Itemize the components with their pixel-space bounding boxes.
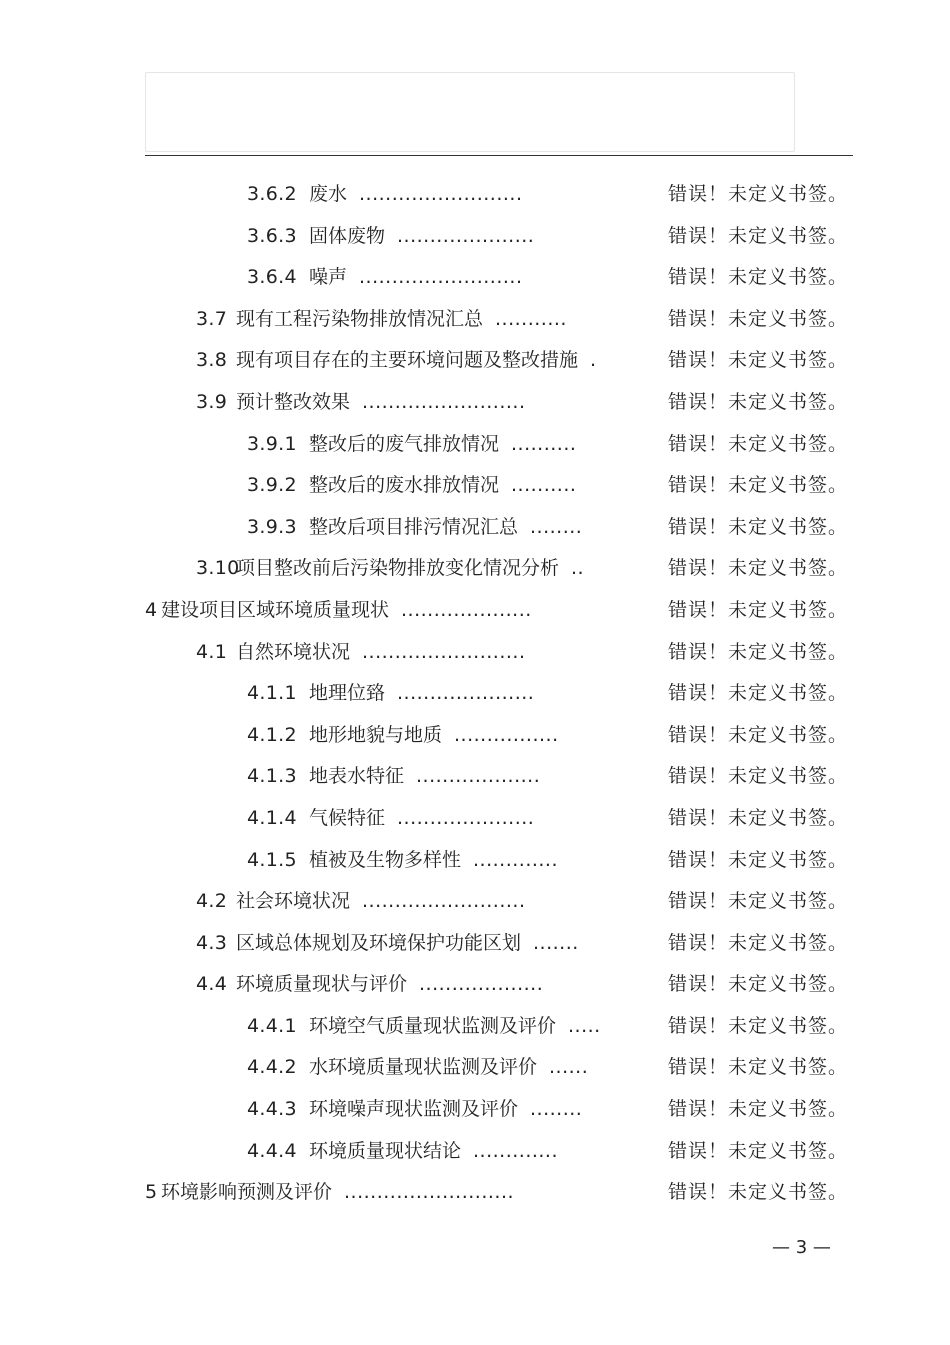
toc-entry-leader: ......................... [359,266,523,289]
toc-entry-leader: . [590,349,597,372]
toc-entry-number: 3.7 [196,307,228,330]
toc-entry[interactable] [0,465,950,507]
toc-entry-title: 现有项目存在的主要环境问题及整改措施 [236,349,579,372]
toc-entry-title: 区域总体规划及环境保护功能区划 [236,931,522,954]
toc-entry-number: 4.1.4 [247,806,297,829]
toc-entry-number: 4.1 [196,640,228,663]
toc-entry-number: 3.6.4 [247,266,297,289]
table-of-contents [0,174,950,1214]
toc-entry-title: 固体废物 [309,224,386,247]
toc-entry-page-ref: 错误！未定义书签。 [668,1181,849,1204]
toc-entry-page-ref: 错误！未定义书签。 [668,183,849,205]
toc-entry-title: 建设项目区域环境质量现状 [161,598,390,621]
toc-entry-number: 3.6.3 [247,224,297,247]
toc-entry-page-ref: 错误！未定义书签。 [668,931,849,954]
toc-entry-number: 3.9.3 [247,515,297,538]
toc-entry-leader: ................... [419,973,544,996]
toc-entry-number: 4.4.1 [247,1014,297,1037]
toc-entry-leader: .......... [511,474,577,497]
toc-entry-title: 地形地貌与地质 [309,723,443,746]
toc-entry-page-ref: 错误！未定义书签。 [668,806,849,829]
toc-entry-leader: ......................... [362,390,526,413]
toc-entry-page-ref: 错误！未定义书签。 [668,1139,849,1162]
toc-entry-title: 水环境质量现状监测及评价 [309,1056,538,1079]
toc-entry[interactable] [0,923,950,965]
toc-entry-leader: ................... [416,765,541,788]
page-header-box [145,72,795,152]
toc-entry-leader: ..................... [397,806,535,829]
toc-entry-leader: ..... [568,1014,601,1037]
toc-entry-number: 4.1.3 [247,765,297,788]
toc-entry-title: 现有工程污染物排放情况汇总 [236,307,484,330]
toc-entry-leader: ........ [530,1098,583,1121]
toc-entry-leader: ............. [473,1139,559,1162]
toc-entry-page-ref: 错误！未定义书签。 [668,432,849,455]
toc-entry[interactable] [0,548,950,590]
toc-entry-page-ref: 错误！未定义书签。 [668,848,849,871]
toc-entry-leader: ....... [533,931,579,954]
toc-entry-title: 地表水特征 [309,765,405,788]
page-number-text: — 3 — [772,1237,831,1258]
toc-entry[interactable] [0,1006,950,1048]
toc-entry-number: 3.9.1 [247,432,297,455]
toc-entry-title: 整改后项目排污情况汇总 [309,515,519,538]
toc-entry[interactable] [0,715,950,757]
toc-entry-number: 4.1.5 [247,848,297,871]
toc-entry-leader: .................... [401,598,532,621]
toc-entry-leader: .......................... [344,1181,515,1204]
toc-entry-title: 废水 [309,183,348,205]
toc-entry[interactable] [0,798,950,840]
toc-entry[interactable] [0,340,950,382]
toc-entry-page-ref: 错误！未定义书签。 [668,1098,849,1121]
toc-entry-leader: ................ [454,723,559,746]
toc-entry-page-ref: 错误！未定义书签。 [668,390,849,413]
toc-entry[interactable] [0,1172,950,1214]
toc-entry-title: 环境质量现状与评价 [236,973,408,996]
toc-entry-leader: ......................... [362,890,526,913]
toc-entry-number: 4.4.2 [247,1056,297,1079]
toc-entry[interactable] [0,507,950,549]
toc-entry-page-ref: 错误！未定义书签。 [668,973,849,996]
toc-entry-leader: ........ [530,515,583,538]
toc-entry-title: 地理位臵 [309,682,386,705]
toc-entry[interactable] [0,1047,950,1089]
toc-entry-title: 环境影响预测及评价 [161,1181,333,1204]
toc-entry-leader: ........... [495,307,567,330]
toc-entry[interactable] [0,964,950,1006]
toc-entry-leader: .. [571,557,585,580]
toc-entry-number: 5 [145,1181,158,1204]
toc-entry-number: 4.1.1 [247,682,297,705]
toc-entry[interactable] [0,590,950,632]
toc-entry-number: 3.8 [196,349,228,372]
toc-entry-title: 噪声 [309,266,348,289]
toc-entry-title: 环境质量现状结论 [309,1139,462,1162]
toc-entry[interactable] [0,756,950,798]
toc-entry-number: 4.4.4 [247,1139,297,1162]
toc-entry-page-ref: 错误！未定义书签。 [668,640,849,663]
toc-entry-page-ref: 错误！未定义书签。 [668,1056,849,1079]
toc-entry[interactable] [0,257,950,299]
toc-entry-leader: ..................... [397,224,535,247]
toc-entry[interactable] [0,1131,950,1173]
toc-entry-title: 整改后的废水排放情况 [309,474,500,497]
toc-entry-page-ref: 错误！未定义书签。 [668,307,849,330]
toc-entry-number: 4.4 [196,973,228,996]
toc-entry[interactable] [0,840,950,882]
toc-entry-page-ref: 错误！未定义书签。 [668,515,849,538]
toc-entry-page-ref: 错误！未定义书签。 [668,765,849,788]
toc-entry[interactable] [0,424,950,466]
header-rule [145,155,853,156]
toc-entry[interactable] [0,382,950,424]
toc-entry-leader: .......... [511,432,577,455]
toc-entry-title: 预计整改效果 [236,390,351,413]
toc-entry-page-ref: 错误！未定义书签。 [668,682,849,705]
toc-entry[interactable] [0,174,950,216]
toc-entry-number: 3.9 [196,390,228,413]
toc-entry-number: 4.4.3 [247,1098,297,1121]
toc-entry-title: 环境空气质量现状监测及评价 [309,1014,557,1037]
toc-entry-number: 4.1.2 [247,723,297,746]
toc-entry-title: 整改后的废气排放情况 [309,432,500,455]
toc-entry-page-ref: 错误！未定义书签。 [668,598,849,621]
toc-entry-leader: ......................... [359,183,523,205]
toc-entry-leader: ......................... [362,640,526,663]
toc-entry-page-ref: 错误！未定义书签。 [668,349,849,372]
toc-entry-number: 3.9.2 [247,474,297,497]
toc-entry-title: 社会环境状况 [236,890,351,913]
toc-entry-number: 3.10 [196,557,240,580]
toc-entry-page-ref: 错误！未定义书签。 [668,1014,849,1037]
toc-entry[interactable] [0,216,950,258]
toc-entry-page-ref: 错误！未定义书签。 [668,557,849,580]
toc-entry-title: 植被及生物多样性 [309,848,462,871]
toc-entry-page-ref: 错误！未定义书签。 [668,224,849,247]
toc-entry-page-ref: 错误！未定义书签。 [668,474,849,497]
toc-entry[interactable] [0,881,950,923]
toc-entry-page-ref: 错误！未定义书签。 [668,266,849,289]
toc-entry-leader: ...... [549,1056,589,1079]
toc-entry[interactable] [0,673,950,715]
toc-entry[interactable] [0,632,950,674]
toc-entry-leader: ..................... [397,682,535,705]
toc-entry-title: 气候特征 [309,806,386,829]
toc-entry[interactable] [0,1089,950,1131]
toc-entry-page-ref: 错误！未定义书签。 [668,723,849,746]
toc-entry-number: 4 [145,598,158,621]
toc-entry[interactable] [0,299,950,341]
toc-entry-number: 4.2 [196,890,228,913]
toc-entry-number: 4.3 [196,931,228,954]
toc-entry-page-ref: 错误！未定义书签。 [668,890,849,913]
toc-entry-title: 项目整改前后污染物排放变化情况分析 [236,557,560,580]
toc-entry-number: 3.6.2 [247,183,297,205]
toc-entry-title: 环境噪声现状监测及评价 [309,1098,519,1121]
toc-entry-title: 自然环境状况 [236,640,351,663]
toc-entry-leader: ............. [473,848,559,871]
